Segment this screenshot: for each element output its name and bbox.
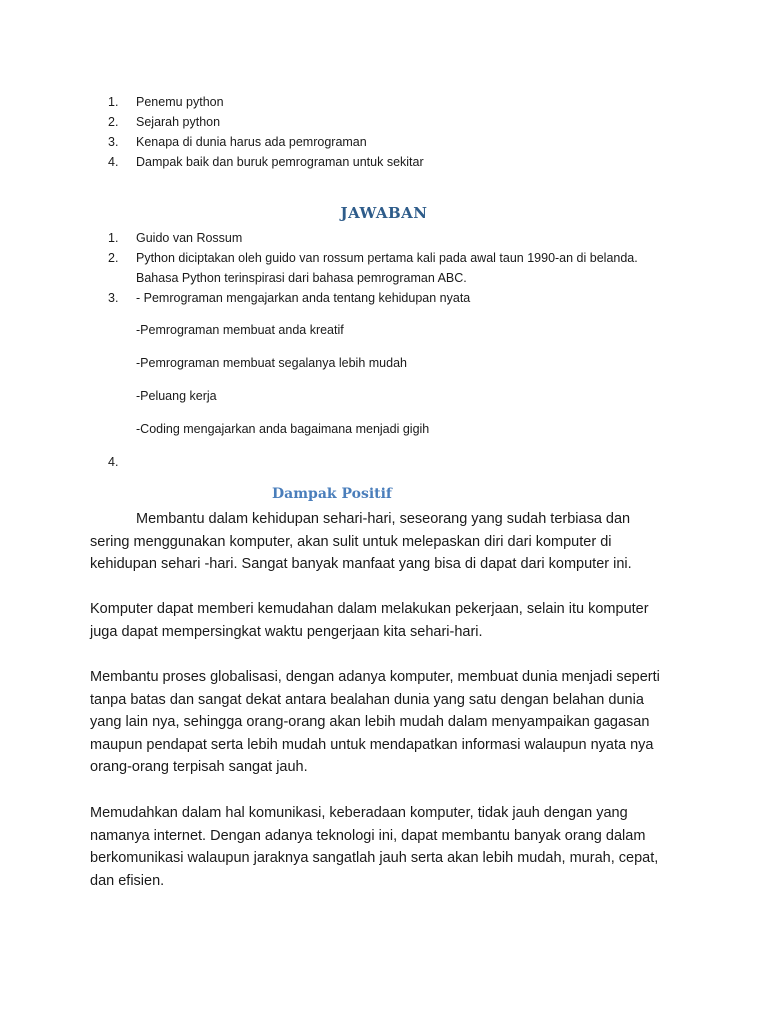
answer-text: Guido van Rossum: [136, 231, 243, 245]
answers-heading: JAWABAN: [340, 204, 428, 222]
list-number: 1.: [108, 231, 119, 245]
question-text: Kenapa di dunia harus ada pemrograman: [136, 135, 367, 149]
list-number: 3.: [108, 291, 119, 305]
answer-item: [108, 228, 668, 248]
list-number: 2.: [108, 115, 119, 129]
list-number: 2.: [108, 251, 119, 265]
answer-point: -Pemrograman membuat anda kreatif: [136, 323, 344, 337]
answer-item: [108, 248, 668, 288]
answer-number-4: 4.: [108, 455, 119, 469]
section-heading: Dampak Positif: [272, 486, 392, 502]
question-item: [108, 92, 668, 112]
answer-point: -Pemrograman membuat segalanya lebih mudah: [136, 356, 407, 370]
paragraph: Komputer dapat memberi kemudahan dalam melakukan pekerjaan, selain itu komputer juga dapat mempersingkat waktu pengerjaan kita sehari-hari.: [90, 601, 649, 640]
paragraph: Membantu proses globalisasi, dengan adanya komputer, membuat dunia menjadi seperti tanpa batas dan sangat dekat antara bealahan dunia yang satu dengan belahan dunia yang lain nya, sehingga orang-orang akan lebih mudah dalam menyampaikan gagasan maupun pendapat serta lebih mudah untuk mendapatkan informasi walaupun nyata nya orang-orang terpisah sangat jauh.: [90, 669, 660, 775]
answer-point: -Coding mengajarkan anda bagaimana menjadi gigih: [136, 422, 430, 436]
answer-text: - Pemrograman mengajarkan anda tentang kehidupan nyata: [136, 291, 471, 305]
list-number: 3.: [108, 135, 119, 149]
list-number: 1.: [108, 95, 119, 109]
question-list: [108, 92, 668, 172]
answer-point: -Peluang kerja: [136, 389, 217, 403]
question-item: [108, 152, 668, 172]
question-item: [108, 112, 668, 132]
question-item: [108, 132, 668, 152]
question-text: Penemu python: [136, 95, 224, 109]
answer-list: [108, 228, 668, 308]
answer-item: [108, 288, 668, 308]
question-text: Sejarah python: [136, 115, 221, 129]
list-number: 4.: [108, 155, 119, 169]
paragraph: Memudahkan dalam hal komunikasi, keberadaan komputer, tidak jauh dengan yang namanya internet. Dengan adanya teknologi ini, dapat membantu banyak orang dalam berkomunikasi walaupun jaraknya sangatlah jauh serta akan lebih mudah, murah, cepat, dan efisien.: [90, 805, 659, 889]
paragraph: Membantu dalam kehidupan sehari-hari, seseorang yang sudah terbiasa dan sering menggunakan komputer, akan sulit untuk melepaskan diri dari komputer di kehidupan sehari -hari. Sangat banyak manfaat yang bisa di dapat dari komputer ini.: [90, 511, 632, 572]
answer-text: Python diciptakan oleh guido van rossum pertama kali pada awal taun 1990-an di belanda. Bahasa Python terinspirasi dari bahasa pemrograman ABC.: [136, 251, 638, 285]
question-text: Dampak baik dan buruk pemrograman untuk sekitar: [136, 155, 424, 169]
